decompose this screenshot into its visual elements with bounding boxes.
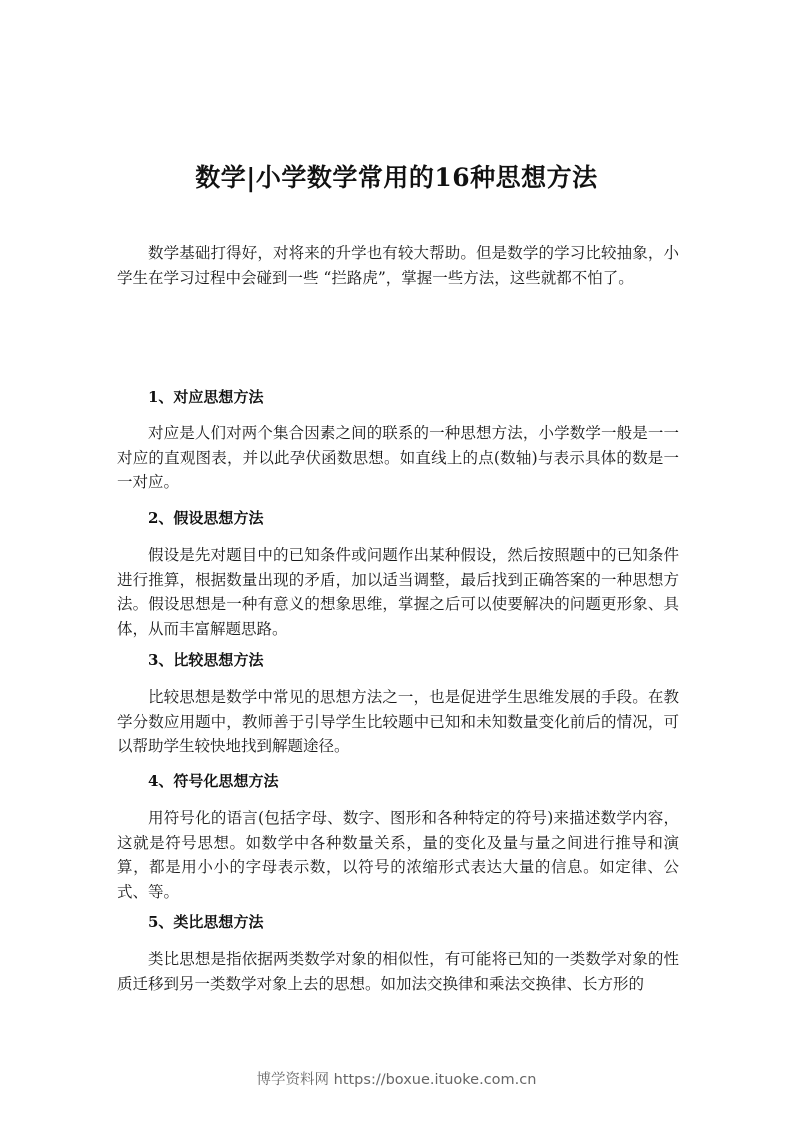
- section-heading-1: 1、对应思想方法: [148, 388, 264, 406]
- section-heading-3: 3、比较思想方法: [148, 651, 264, 669]
- document-title: 数学|小学数学常用的16种思想方法: [195, 163, 598, 192]
- section-heading-2: 2、假设思想方法: [148, 509, 264, 527]
- section-body-3: 比较思想是数学中常见的思想方法之一，也是促进学生思维发展的手段。在教学分数应用题中，教师善于引导学生比较题中已知和未知数量变化前后的情况，可以帮助学生较快地找到解题途径。: [117, 688, 679, 755]
- section-body-5: 类比思想是指依据两类数学对象的相似性，有可能将已知的一类数学对象的性质迁移到另一类数学对象上去的思想。如加法交换律和乘法交换律、长方形的: [117, 950, 679, 993]
- section-body-4: 用符号化的语言(包括字母、数字、图形和各种特定的符号)来描述数学内容，这就是符号思想。如数学中各种数量关系，量的变化及量与量之间进行推导和演算，都是用小小的字母表示数，以符号的浓缩形式表达大量的信息。如定律、公式、等。: [117, 809, 679, 901]
- footer-watermark: 博学资料网 https://boxue.ituoke.com.cn: [256, 1072, 537, 1088]
- intro-paragraph: 数学基础打得好，对将来的升学也有较大帮助。但是数学的学习比较抽象，小学生在学习过程中会碰到一些 “拦路虎”，掌握一些方法，这些就都不怕了。: [117, 244, 679, 287]
- section-body-1: 对应是人们对两个集合因素之间的联系的一种思想方法，小学数学一般是一一对应的直观图表，并以此孕伏函数思想。如直线上的点(数轴)与表示具体的数是一一对应。: [117, 424, 679, 491]
- section-body-2: 假设是先对题目中的已知条件或问题作出某种假设，然后按照题中的已知条件进行推算，根据数量出现的矛盾，加以适当调整，最后找到正确答案的一种思想方法。假设思想是一种有意义的想象思维，掌握之后可以使要解决的问题更形象、具体，从而丰富解题思路。: [117, 546, 679, 638]
- section-heading-4: 4、符号化思想方法: [148, 772, 279, 790]
- section-heading-5: 5、类比思想方法: [148, 913, 264, 931]
